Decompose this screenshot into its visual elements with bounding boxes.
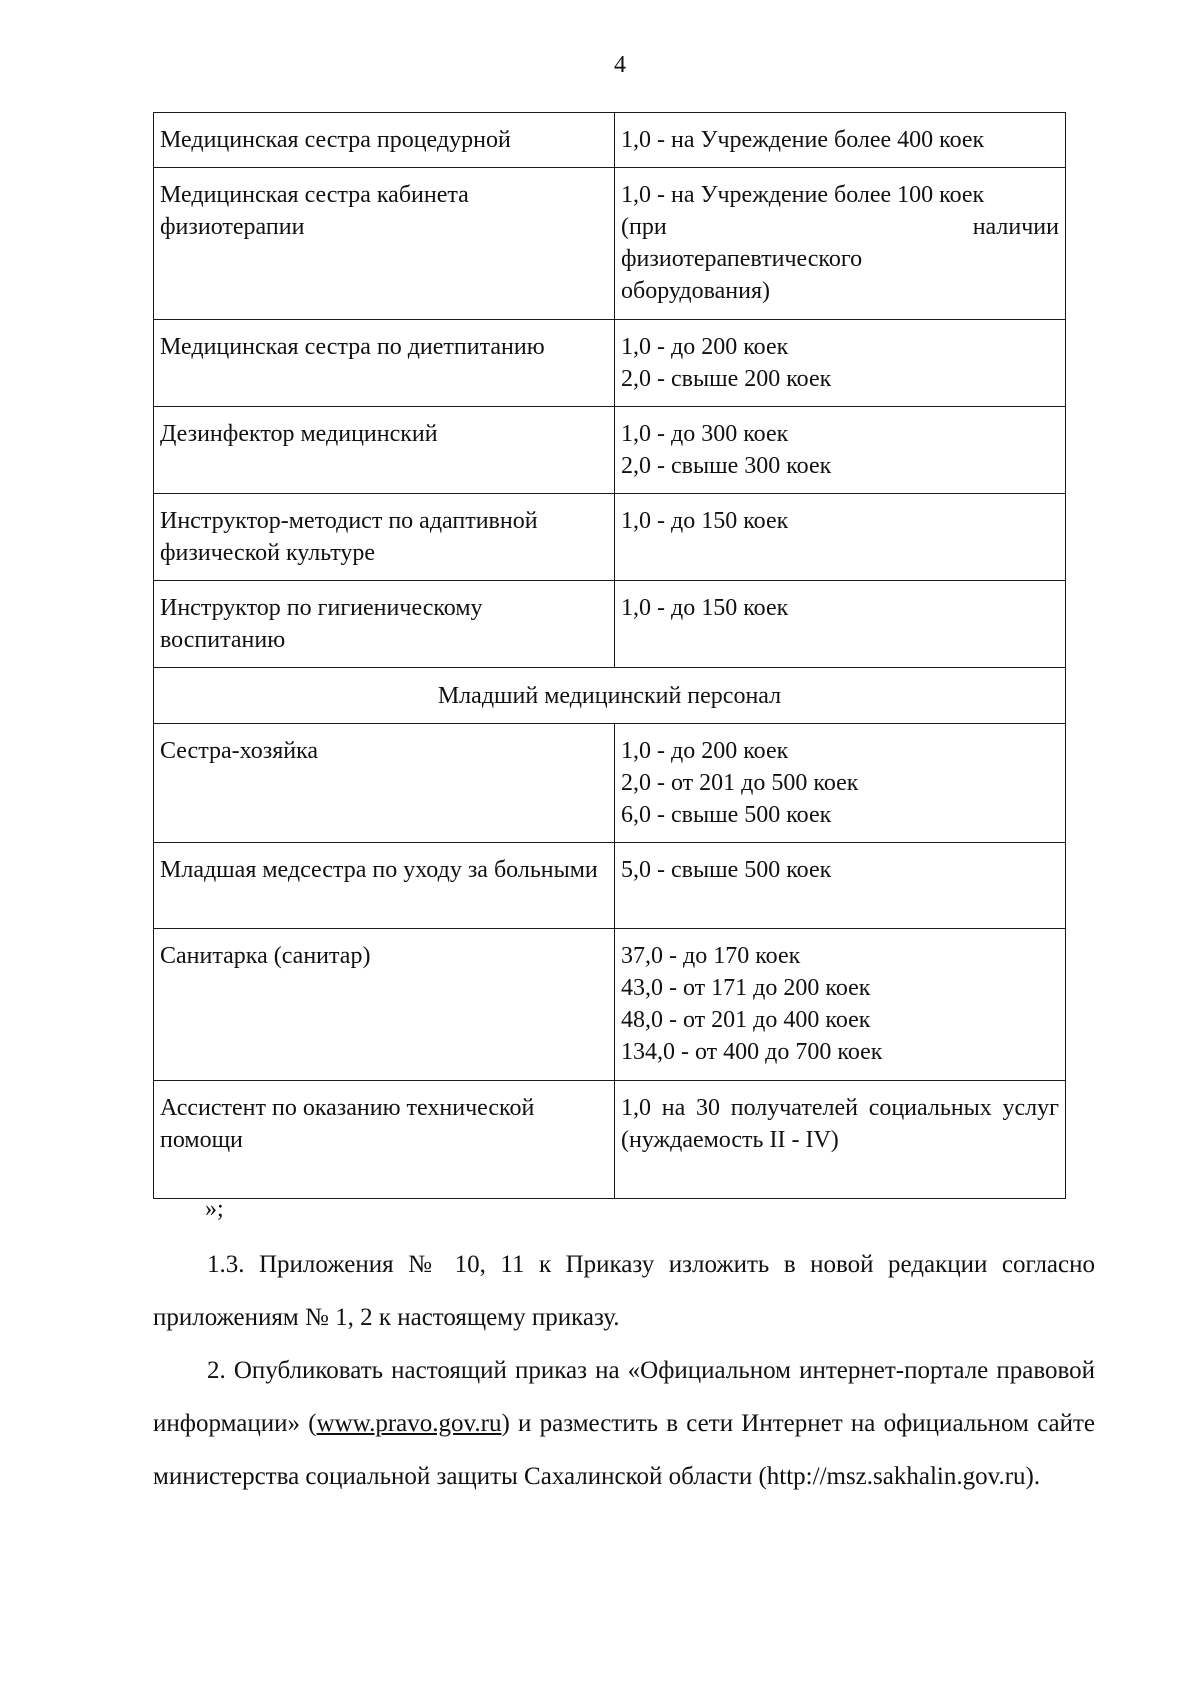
table-row: [154, 494, 1066, 581]
paragraph-2: [153, 1344, 1095, 1503]
table-row: [154, 843, 1066, 929]
norm-line: 1,0 - до 150 коек: [621, 595, 789, 621]
norm-line: 1,0 - до 300 коек: [621, 421, 789, 447]
section-header-row: [154, 668, 1066, 724]
norm-cell: [615, 724, 1066, 843]
closing-quote: »;: [205, 1196, 224, 1222]
paragraph-text: ) и разместить в сети Интернет на официальном сайте министерства социальной защиты Сахалинской области (http://msz.sakhalin.gov.ru).: [153, 1410, 1095, 1490]
position-cell: Инструктор по гигиеническому воспитанию: [154, 581, 615, 668]
table-row: [154, 407, 1066, 494]
norm-line: 1,0 - на Учреждение более 100 коек: [621, 182, 985, 208]
position-cell: Санитарка (санитар): [154, 929, 615, 1081]
norm-line: оборудования): [621, 278, 770, 304]
staffing-norms-table: [153, 112, 1066, 1199]
position-cell: Ассистент по оказанию технической помощи: [154, 1081, 615, 1199]
norm-line: физиотерапевтического: [621, 246, 863, 272]
norm-cell: [615, 581, 1066, 668]
position-cell: Медицинская сестра кабинета физиотерапии: [154, 168, 615, 320]
norm-cell: [615, 929, 1066, 1081]
norm-line: 43,0 - от 171 до 200 коек: [621, 975, 871, 1001]
section-title: Младший медицинский персонал: [154, 668, 1066, 724]
norm-line-left: (при: [621, 214, 667, 240]
norm-line: 48,0 - от 201 до 400 коек: [621, 1007, 871, 1033]
table-row: [154, 929, 1066, 1081]
position-cell: Младшая медсестра по уходу за больными: [154, 843, 615, 929]
table-row: [154, 320, 1066, 407]
page-number: 4: [614, 52, 626, 78]
norm-cell: [615, 494, 1066, 581]
norm-cell: [615, 320, 1066, 407]
table-row: [154, 168, 1066, 320]
norm-line: 5,0 - свыше 500 коек: [621, 857, 832, 883]
table-row: [154, 581, 1066, 668]
norm-line: 2,0 - свыше 200 коек: [621, 366, 832, 392]
norm-cell: [615, 168, 1066, 320]
position-cell: Сестра-хозяйка: [154, 724, 615, 843]
norm-cell: [615, 843, 1066, 929]
norm-line: 6,0 - свыше 500 коек: [621, 802, 832, 828]
norm-line: 1,0 - до 200 коек: [621, 738, 789, 764]
norm-line-right: наличии: [972, 214, 1059, 240]
norm-line: 1,0 - до 150 коек: [621, 508, 789, 534]
paragraph-1-3: [153, 1238, 1095, 1344]
position-cell: Медицинская сестра процедурной: [154, 113, 615, 168]
norm-cell: [615, 1081, 1066, 1199]
table-row: [154, 1081, 1066, 1199]
norm-line: 134,0 - от 400 до 700 коек: [621, 1039, 883, 1065]
norm-line: 1,0 - до 200 коек: [621, 334, 789, 360]
table-row: [154, 724, 1066, 843]
norm-line: [621, 211, 1059, 243]
norm-cell: [615, 113, 1066, 168]
table-row: [154, 113, 1066, 168]
norm-cell: [615, 407, 1066, 494]
norm-line: 1,0 - на Учреждение более 400 коек: [621, 127, 985, 153]
position-cell: Инструктор-методист по адаптивной физической культуре: [154, 494, 615, 581]
norm-line: 1,0 на 30 получателей социальных услуг (нуждаемость II - IV): [621, 1095, 1059, 1153]
position-cell: Медицинская сестра по диетпитанию: [154, 320, 615, 407]
pravo-link[interactable]: www.pravo.gov.ru: [316, 1410, 502, 1437]
norm-line: 2,0 - свыше 300 коек: [621, 453, 832, 479]
paragraph-text: 2. Опубликовать настоящий приказ на «Официальном интернет-портале правовой информации» (: [153, 1357, 1095, 1437]
norm-line: 2,0 - от 201 до 500 коек: [621, 770, 859, 796]
position-cell: Дезинфектор медицинский: [154, 407, 615, 494]
norm-line: 37,0 - до 170 коек: [621, 943, 801, 969]
paragraph-text: 1.3. Приложения № 10, 11 к Приказу изложить в новой редакции согласно приложениям № 1, 2 к настоящему приказу.: [153, 1251, 1095, 1331]
